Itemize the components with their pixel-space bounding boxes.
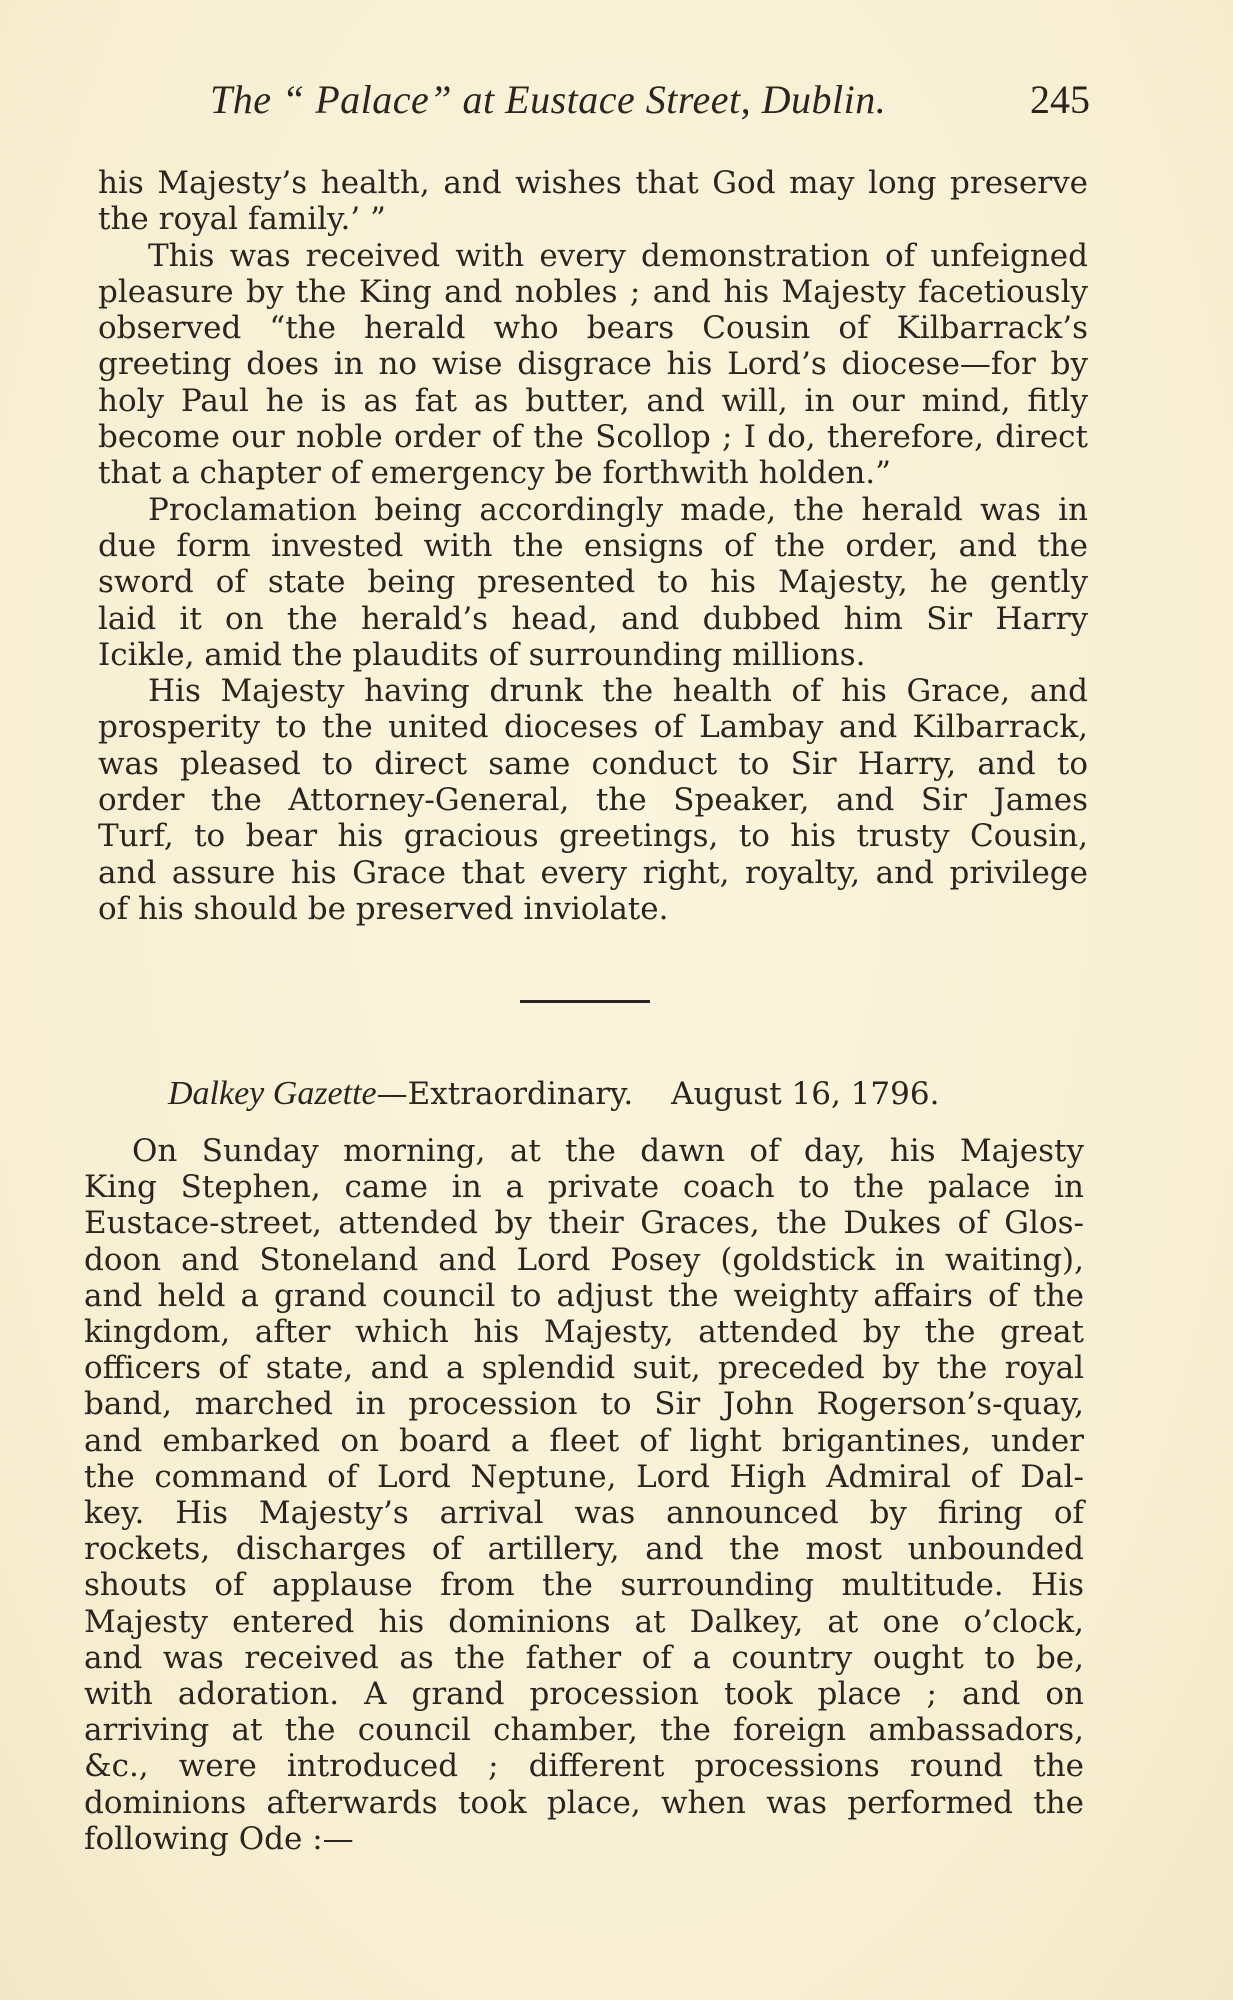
- text-line: Proclamation being accordingly made, the herald was in: [148, 491, 1088, 528]
- text-line: sword of state being presented to his Majesty, he gently: [98, 564, 1088, 601]
- text-line: and embarked on board a fleet of light brigantines, under: [84, 1422, 1084, 1459]
- text-line: laid it on the herald’s head, and dubbed him Sir Harry: [98, 600, 1088, 637]
- text-line: On Sunday morning, at the dawn of day, his Majesty: [132, 1133, 1084, 1169]
- text-line: officers of state, and a splendid suit, preceded by the royal: [84, 1350, 1084, 1387]
- running-head: [210, 76, 1090, 136]
- text-line: Turf, to bear his gracious greetings, to his trusty Cousin,: [98, 818, 1088, 855]
- running-title: The “ Palace” at Eustace Street, Dublin.: [210, 77, 887, 122]
- text-line: Majesty entered his dominions at Dalkey, at one o’clock,: [84, 1603, 1084, 1640]
- section-two-text: [84, 1133, 1084, 1857]
- text-line: Eustace-street, attended by their Graces, the Dukes of Glos-: [84, 1205, 1084, 1242]
- text-line: of his should be preserved inviolate.: [98, 890, 669, 927]
- text-line: His Majesty having drunk the health of his Grace, and: [148, 673, 1088, 710]
- text-line: kingdom, after which his Majesty, attended by the great: [84, 1314, 1084, 1351]
- dateline: [168, 1075, 939, 1113]
- text-line: his Majesty’s health, and wishes that God may long preserve: [98, 165, 1088, 201]
- text-line: dominions afterwards took place, when was performed the: [84, 1784, 1084, 1821]
- gazette-title: Dalkey Gazette: [168, 1075, 377, 1112]
- text-line: doon and Stoneland and Lord Posey (goldstick in waiting),: [84, 1241, 1084, 1278]
- text-line: was pleased to direct same conduct to Sir Harry, and to: [98, 745, 1088, 782]
- text-line: and was received as the father of a country ought to be,: [84, 1639, 1084, 1676]
- text-line: holy Paul he is as fat as butter, and will, in our mind, fitly: [98, 382, 1088, 419]
- text-line: arriving at the council chamber, the foreign ambassadors,: [84, 1712, 1084, 1749]
- text-line: King Stephen, came in a private coach to the palace in: [84, 1169, 1084, 1206]
- section-divider: [520, 1000, 650, 1003]
- text-line: pleasure by the King and nobles ; and his Majesty facetiously: [98, 273, 1088, 310]
- text-line: prosperity to the united dioceses of Lambay and Kilbarrack,: [98, 709, 1088, 746]
- text-line: Icikle, amid the plaudits of surrounding millions.: [98, 636, 866, 673]
- text-line: following Ode :—: [84, 1820, 354, 1857]
- text-line: key. His Majesty’s arrival was announced by firing of: [84, 1495, 1084, 1532]
- text-line: greeting does in no wise disgrace his Lord’s diocese—for by: [98, 346, 1088, 383]
- text-line: and held a grand council to adjust the weighty affairs of the: [84, 1277, 1084, 1314]
- text-line: the royal family.’ ”: [98, 201, 386, 238]
- text-line: rockets, discharges of artillery, and the most unbounded: [84, 1531, 1084, 1568]
- text-line: order the Attorney-General, the Speaker, and Sir James: [98, 782, 1088, 819]
- section-one-text: [98, 165, 1088, 927]
- page-number: 245: [1030, 77, 1090, 122]
- text-line: This was received with every demonstration of unfeigned: [148, 237, 1088, 274]
- gazette-date: August 16, 1796.: [671, 1076, 940, 1112]
- text-line: that a chapter of emergency be forthwith holden.”: [98, 455, 892, 492]
- text-line: the command of Lord Neptune, Lord High Admiral of Dal-: [84, 1458, 1084, 1495]
- text-line: band, marched in procession to Sir John Rogerson’s-quay,: [84, 1386, 1084, 1423]
- text-line: observed “the herald who bears Cousin of Kilbarrack’s: [98, 310, 1088, 347]
- text-line: and assure his Grace that every right, royalty, and privilege: [98, 854, 1088, 891]
- text-line: &c., were introduced ; different processions round the: [84, 1748, 1084, 1785]
- text-line: become our noble order of the Scollop ; I do, therefore, direct: [98, 419, 1088, 456]
- gazette-subtitle: —Extraordinary.: [376, 1076, 634, 1112]
- text-line: shouts of applause from the surrounding multitude. His: [84, 1567, 1084, 1604]
- text-line: with adoration. A grand procession took place ; and on: [84, 1676, 1084, 1713]
- text-line: due form invested with the ensigns of the order, and the: [98, 527, 1088, 564]
